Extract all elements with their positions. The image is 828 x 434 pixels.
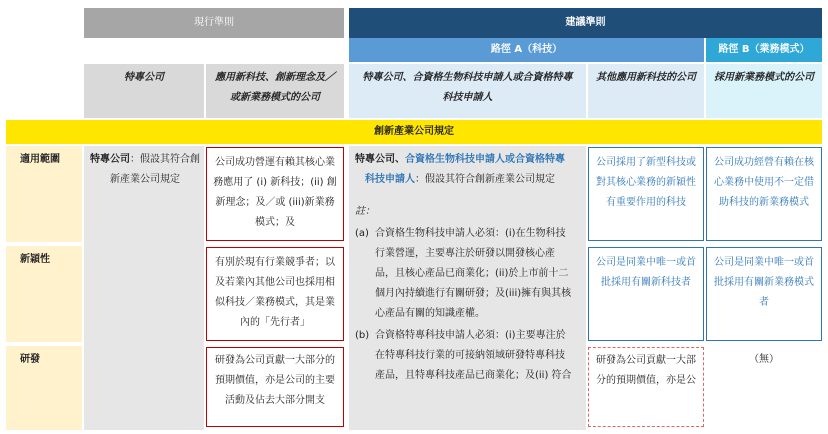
rd-col2-line: 研發為公司貢獻一大部分的 [215,355,335,366]
rd-col5-none: （無） [749,354,779,365]
scope-col1-rest: ：假設其符合創 [130,154,200,165]
subheader-col2-line2: 或新業務模式的公司 [230,92,320,103]
scope-col3-sep: 、 [395,154,405,165]
scope-col1-line1 [90,150,200,170]
subheader-col3-line1: 特專公司、合資格生物科技申請人或合資格特專 [362,72,573,83]
novelty-col2-line: 及若業內其他公司也採用相 [215,277,335,288]
note-b-marker: (b) [355,330,370,341]
novelty-col2-cell [206,247,344,341]
scope-col2-line: 新理念；及／或 (iii)新業務 [215,197,335,208]
novelty-col4-line: 公司是同業中唯一或首 [596,257,696,268]
subheader-col3-line2: 科技申請人 [442,92,493,103]
row-label-scope: 適用範圍 [6,146,82,242]
scope-col5-line: 心業務中使用不一定借 [714,177,814,188]
header-path-a: 路徑 A（科技） [349,38,704,62]
rd-col2-line: 活動及佔去大部分開支 [225,395,325,406]
subheader-col4-text: 其他應用新科技的公司 [596,72,696,83]
header-path-b: 路徑 B（業務模式） [706,38,822,62]
subheader-col2-line1: 應用新科技、創新理念及／ [215,72,335,83]
scope-col1-bold: 特專公司 [90,154,130,165]
novelty-col2-line: 有別於現有行業競爭者；以 [215,257,335,268]
header-proposed-rules: 建議準則 [349,8,822,38]
note-a-marker: (a) [355,228,369,239]
scope-col3-line2 [355,170,580,190]
row-label-rd: 研發 [6,346,82,430]
novelty-col5-line: 批採用有關新業務模式 [714,277,814,288]
scope-col2-line: 模式；及 [255,217,295,228]
scope-col3-note: 註： [355,206,375,217]
scope-col4-line: 公司採用了新型科技或 [596,157,696,168]
rd-col5-cell [706,347,822,427]
note-a-line: 行業營運，主要專注於研發以開發核心產 [375,248,555,259]
header-current-rules: 現行準則 [84,8,344,38]
scope-col2-cell [206,147,344,241]
novelty-col5-line: 公司是同業中唯一或首 [714,257,814,268]
scope-col2-line: 公司成功營運有賴其核心業 [215,157,335,168]
note-a-line: 心產品有關的知識產權。 [375,308,485,319]
novelty-col5-line: 者 [759,297,769,308]
scope-col1-line2: 新產業公司規定 [110,174,180,185]
scope-col2-line: 務應用了 (i) 新科技；(ii) 創 [213,177,337,188]
rd-col2-cell [206,347,344,427]
scope-col4-line: 有重要作用的科技 [606,197,686,208]
note-b-block [355,326,580,386]
subheader-col1-text: 特專公司 [124,72,164,83]
subheader-new-business-model [706,64,822,118]
scope-col3-bold: 特專公司 [355,154,395,165]
subheader-specialist-company [84,64,204,118]
scope-col3-blue1: 合資格生物科技申請人或合資格特專 [405,154,565,165]
note-b-line: 產品，且特專科技產品已商業化；及(ii) 符合 [375,370,572,381]
note-a-line: 個月內持續進行有關研發；及(iii)擁有與其核 [375,288,572,299]
rd-col4-line: 研發為公司貢獻一大部 [596,355,696,366]
rd-col2-line: 預期價值，亦是公司的主要 [215,375,335,386]
scope-col5-line: 公司成功經營有賴在核 [714,157,814,168]
scope-col3-cell [349,146,586,430]
rd-col4-line: 分的預期價值，亦是公 [596,375,696,386]
novelty-col2-line: 似科技／業務模式，其是業 [215,297,335,308]
subheader-other-tech [588,64,704,118]
scope-col3-blue2: 科技申請人 [365,174,415,185]
scope-col4-cell [588,147,704,241]
novelty-col4-cell [588,247,704,341]
novelty-col5-cell [706,247,822,341]
note-a-line: 合資格生物科技申請人必須：(i)在生物科技 [375,228,566,239]
scope-col1-cell [84,146,204,430]
scope-col5-cell [706,147,822,241]
subheader-specialist-biotech [349,64,586,118]
subheader-col5-text: 採用新業務模式的公司 [714,72,814,83]
scope-col3-line1 [355,150,580,170]
scope-col3-rest: ：假設其符合創新產業公司規定 [415,174,555,185]
note-b-line: 合資格特專科技申請人必須：(i)主要專注於 [375,330,566,341]
novelty-col2-line: 內的「先行者」 [240,317,310,328]
note-a-line: 品，且核心產品已商業化；(ii)於上市前十二 [375,268,569,279]
note-b-line: 在特專科技行業的可接納領域研發特專科技 [375,350,565,361]
row-label-novelty: 新穎性 [6,246,82,342]
novelty-col4-line: 批採用有關新科技者 [601,277,691,288]
scope-col4-line: 對其核心業務的新穎性 [596,177,696,188]
scope-col5-line: 助科技的新業務模式 [719,197,809,208]
note-a-block [355,224,580,324]
rd-col4-cell [588,347,704,427]
section-title-bar: 創新產業公司規定 [6,120,822,144]
subheader-new-tech-company [206,64,344,118]
